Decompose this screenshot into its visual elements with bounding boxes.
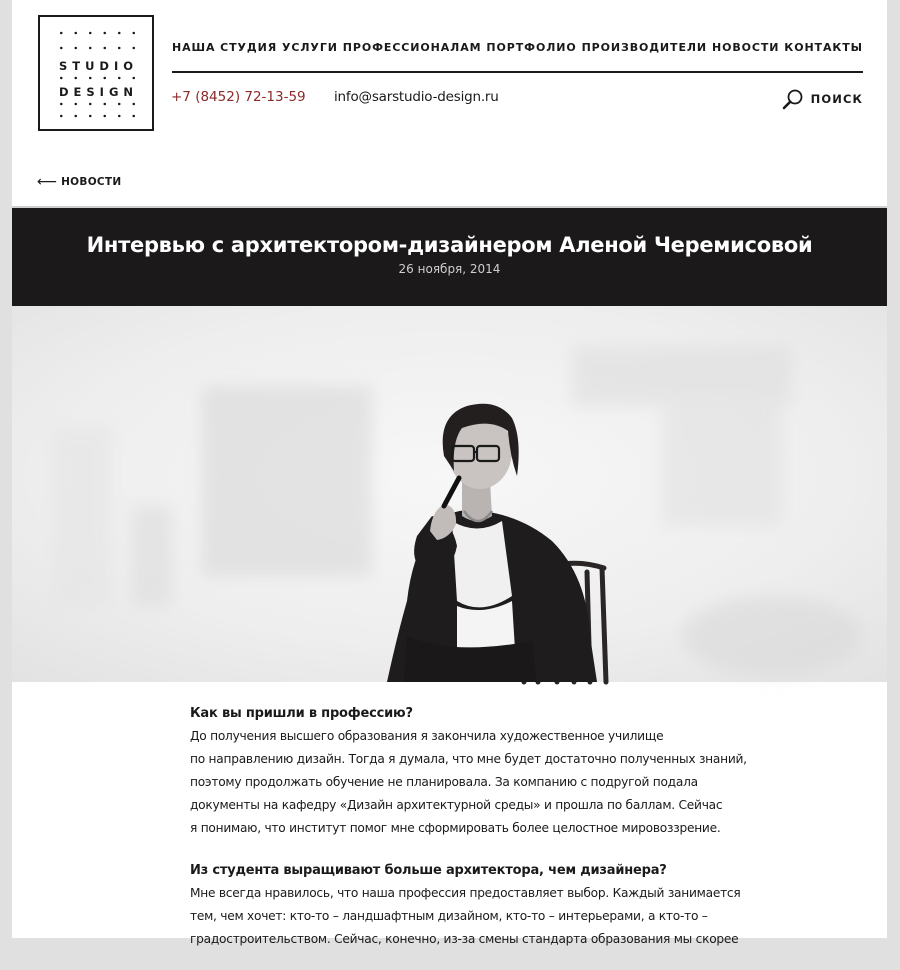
magnifier-icon bbox=[782, 88, 804, 110]
search-button[interactable] bbox=[782, 88, 863, 110]
answer-line: я понимаю, что институт помог мне сформировать более целостное мировоззрение. bbox=[190, 821, 721, 835]
answer-line: по направлению дизайн. Тогда я думала, что мне будет достаточно полученных знаний, bbox=[190, 752, 747, 766]
answer bbox=[190, 882, 741, 951]
article-header bbox=[12, 208, 887, 306]
nav-item-studio[interactable]: НАША СТУДИЯ bbox=[172, 40, 278, 54]
answer bbox=[190, 725, 747, 840]
article-date: 26 ноября, 2014 bbox=[398, 262, 501, 276]
studio-design-logo[interactable] bbox=[38, 15, 154, 131]
back-link-label: НОВОСТИ bbox=[61, 176, 122, 188]
answer-line: тем, чем хочет: кто-то – ландшафтным дизайном, кто-то – интерьерами, а кто-то – bbox=[190, 909, 708, 923]
logo-dots-row bbox=[54, 114, 138, 118]
logo-dots-row bbox=[54, 31, 138, 35]
logo-dots-row bbox=[54, 102, 138, 106]
phone-link[interactable]: +7 (8452) 72-13-59 bbox=[171, 89, 306, 105]
logo-dots-row bbox=[54, 46, 138, 50]
nav-item-news[interactable]: НОВОСТИ bbox=[711, 40, 780, 54]
logo-word-bottom: DESIGN bbox=[58, 85, 139, 99]
answer-line: До получения высшего образования я закончила художественное училище bbox=[190, 729, 664, 743]
email-link[interactable]: info@sarstudio-design.ru bbox=[334, 89, 499, 105]
article-title: Интервью с архитектором-дизайнером Аленой Черемисовой bbox=[86, 233, 813, 257]
nav-item-portfolio[interactable]: ПОРТФОЛИО bbox=[486, 40, 577, 54]
article-body bbox=[190, 702, 747, 970]
nav-item-manufacturers[interactable]: ПРОИЗВОДИТЕЛИ bbox=[581, 40, 708, 54]
nav-underline bbox=[172, 71, 863, 73]
question: Из студента выращивают больше архитектора, чем дизайнера? bbox=[190, 863, 667, 878]
answer-line: документы на кафедру «Дизайн архитектурной среды» и прошла по баллам. Сейчас bbox=[190, 798, 723, 812]
main-nav bbox=[172, 39, 863, 55]
search-label: ПОИСК bbox=[810, 92, 863, 106]
question: Как вы пришли в профессию? bbox=[190, 706, 413, 721]
nav-item-professionals[interactable]: ПРОФЕССИОНАЛАМ bbox=[342, 40, 482, 54]
article-block bbox=[190, 859, 741, 951]
article-photo bbox=[12, 306, 887, 682]
page bbox=[12, 0, 887, 946]
nav-item-services[interactable]: УСЛУГИ bbox=[282, 40, 338, 54]
answer-line: градостроительством. Сейчас, конечно, из-за смены стандарта образования мы скорее bbox=[190, 932, 739, 946]
answer-line: поэтому продолжать обучение не планировала. За компанию с подругой подала bbox=[190, 775, 698, 789]
answer-line: Мне всегда нравилось, что наша профессия предоставляет выбор. Каждый занимается bbox=[190, 886, 741, 900]
article-block bbox=[190, 702, 747, 840]
logo-word-top: STUDIO bbox=[58, 59, 139, 73]
nav-item-contacts[interactable]: КОНТАКТЫ bbox=[784, 40, 863, 54]
logo-dots-row bbox=[54, 76, 138, 80]
back-to-news-link[interactable] bbox=[37, 175, 121, 189]
arrow-left-icon: ⟵ bbox=[37, 174, 58, 190]
